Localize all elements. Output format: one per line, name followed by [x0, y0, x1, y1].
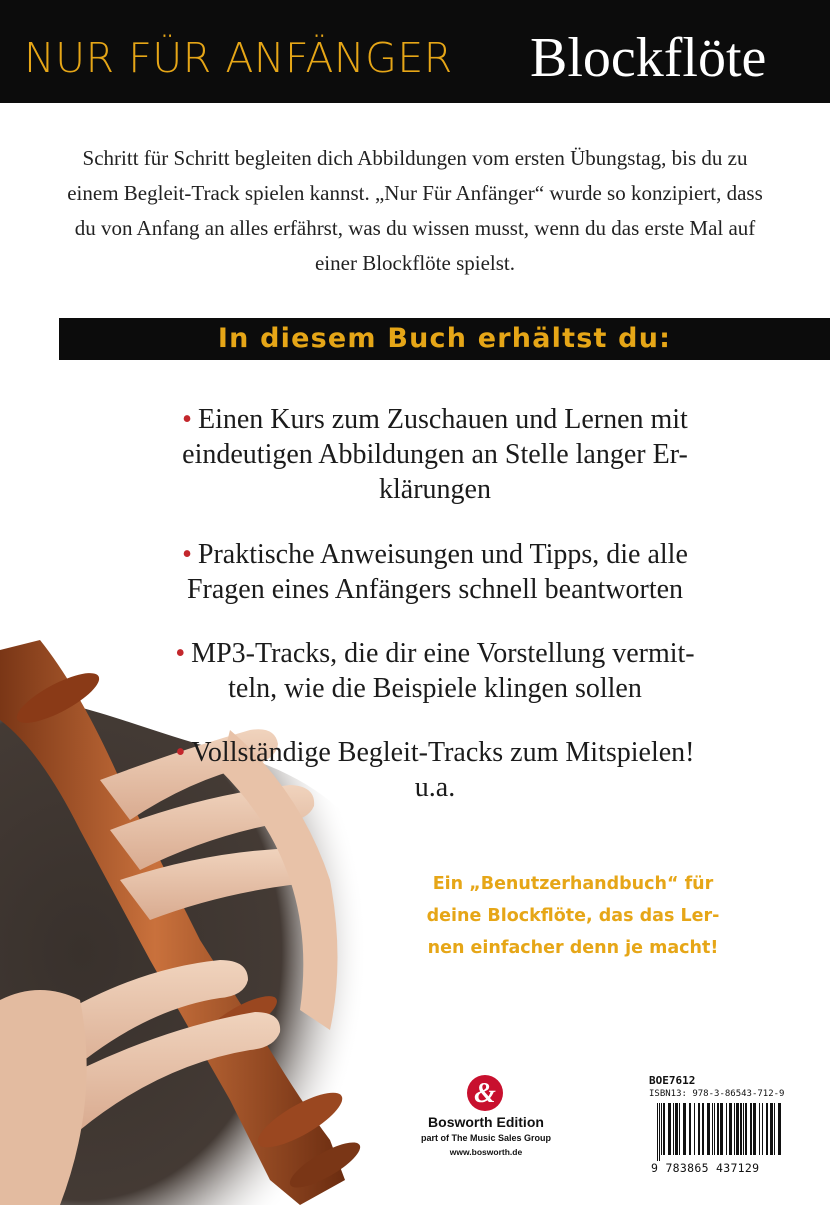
barcode-bar — [726, 1103, 727, 1155]
barcode-bar — [668, 1103, 671, 1155]
barcode-bar — [750, 1103, 752, 1155]
bullet-icon: • — [175, 737, 186, 768]
barcode-bar — [673, 1103, 674, 1155]
tagline-line: nen einfacher denn je macht! — [427, 938, 719, 958]
publisher-url: www.bosworth.de — [449, 1147, 523, 1157]
intro-paragraph — [48, 141, 782, 281]
feature-line — [120, 402, 750, 437]
intro-line: du von Anfang an alles erfährst, was du wissen musst, wenn du das erste Mal auf — [74, 216, 756, 240]
barcode-bars — [655, 1103, 783, 1161]
barcode-bar — [712, 1103, 713, 1155]
publisher-name: Bosworth Edition — [428, 1114, 544, 1130]
intro-line: Schritt für Schritt begleiten dich Abbildungen vom ersten Übungstag, bis du zu — [82, 146, 748, 170]
barcode-bar — [774, 1103, 775, 1155]
feature-line: Fragen eines Anfängers schnell beantworten — [186, 574, 684, 605]
book-title: Blockflöte — [530, 27, 767, 89]
barcode-bar — [745, 1103, 747, 1155]
bullet-icon: • — [182, 539, 192, 570]
barcode-bar — [702, 1103, 704, 1155]
barcode-bar — [689, 1103, 691, 1155]
feature-item — [120, 735, 750, 805]
header-bar — [0, 0, 830, 103]
barcode-bar — [661, 1103, 662, 1155]
barcode-bar — [743, 1103, 744, 1155]
section-banner — [59, 318, 830, 360]
barcode-bar — [657, 1103, 658, 1161]
bullet-icon: • — [182, 404, 192, 435]
barcode-bar — [714, 1103, 715, 1155]
barcode-bar — [736, 1103, 739, 1155]
publisher-block — [400, 1070, 572, 1170]
barcode-bar — [717, 1103, 719, 1155]
feature-line: teln, wie die Beispiele klingen sollen — [228, 673, 642, 704]
logo-glyph: & — [474, 1078, 496, 1109]
isbn-label: ISBN13: 978-3-86543-712-9 — [649, 1089, 785, 1099]
intro-line: einer Blockflöte spielst. — [314, 251, 516, 275]
barcode-bar — [663, 1103, 665, 1155]
feature-line: eindeutigen Abbildungen an Stelle langer Er- — [182, 439, 688, 470]
barcode-bar — [683, 1103, 686, 1155]
feature-line: klärungen — [379, 474, 491, 505]
barcode-bar — [679, 1103, 680, 1155]
bullet-icon: • — [175, 638, 186, 669]
barcode-bar — [753, 1103, 756, 1155]
feature-line — [120, 636, 750, 671]
feature-item — [120, 537, 750, 607]
barcode-bar — [659, 1103, 660, 1161]
barcode-bar — [766, 1103, 768, 1155]
barcode-bar — [698, 1103, 700, 1155]
barcode-bar — [778, 1103, 781, 1155]
feature-item — [120, 402, 750, 507]
publisher-group: part of The Music Sales Group — [420, 1133, 552, 1143]
product-code: BOE7612 — [649, 1074, 696, 1087]
barcode-bar — [729, 1103, 732, 1155]
section-heading: In diesem Buch erhältst du: — [217, 323, 672, 354]
barcode-number: 9 783865 437129 — [651, 1161, 760, 1175]
tagline-line: Ein „Benutzerhandbuch“ für — [432, 874, 714, 894]
feature-text: Einen Kurs zum Zuschauen und Lernen mit — [197, 404, 688, 435]
barcode-bar — [770, 1103, 773, 1155]
feature-text: Vollständige Begleit-Tracks zum Mitspielen! — [191, 737, 695, 768]
feature-line — [120, 735, 750, 770]
barcode-bar — [762, 1103, 763, 1155]
feature-line — [120, 537, 750, 572]
barcode-bar — [720, 1103, 723, 1155]
feature-line: u.a. — [414, 772, 456, 803]
feature-item — [120, 636, 750, 706]
feature-text: Praktische Anweisungen und Tipps, die alle — [197, 539, 688, 570]
barcode-bar — [675, 1103, 678, 1155]
ampersand-logo-icon — [466, 1074, 504, 1112]
barcode-bar — [734, 1103, 735, 1155]
feature-text: MP3-Tracks, die dir eine Vorstellung vermit- — [191, 638, 695, 669]
intro-line: einem Begleit-Track spielen kannst. „Nur Für Anfänger“ wurde so konzipiert, dass — [67, 181, 763, 205]
barcode-block — [649, 1074, 789, 1184]
barcode-bar — [694, 1103, 695, 1155]
tagline — [380, 868, 766, 964]
barcode-bar — [759, 1103, 760, 1155]
series-title: NUR FÜR ANFÄNGER — [24, 34, 453, 82]
barcode-bar — [740, 1103, 742, 1155]
barcode-bar — [707, 1103, 710, 1155]
tagline-line: deine Blockflöte, das das Ler- — [426, 906, 720, 926]
